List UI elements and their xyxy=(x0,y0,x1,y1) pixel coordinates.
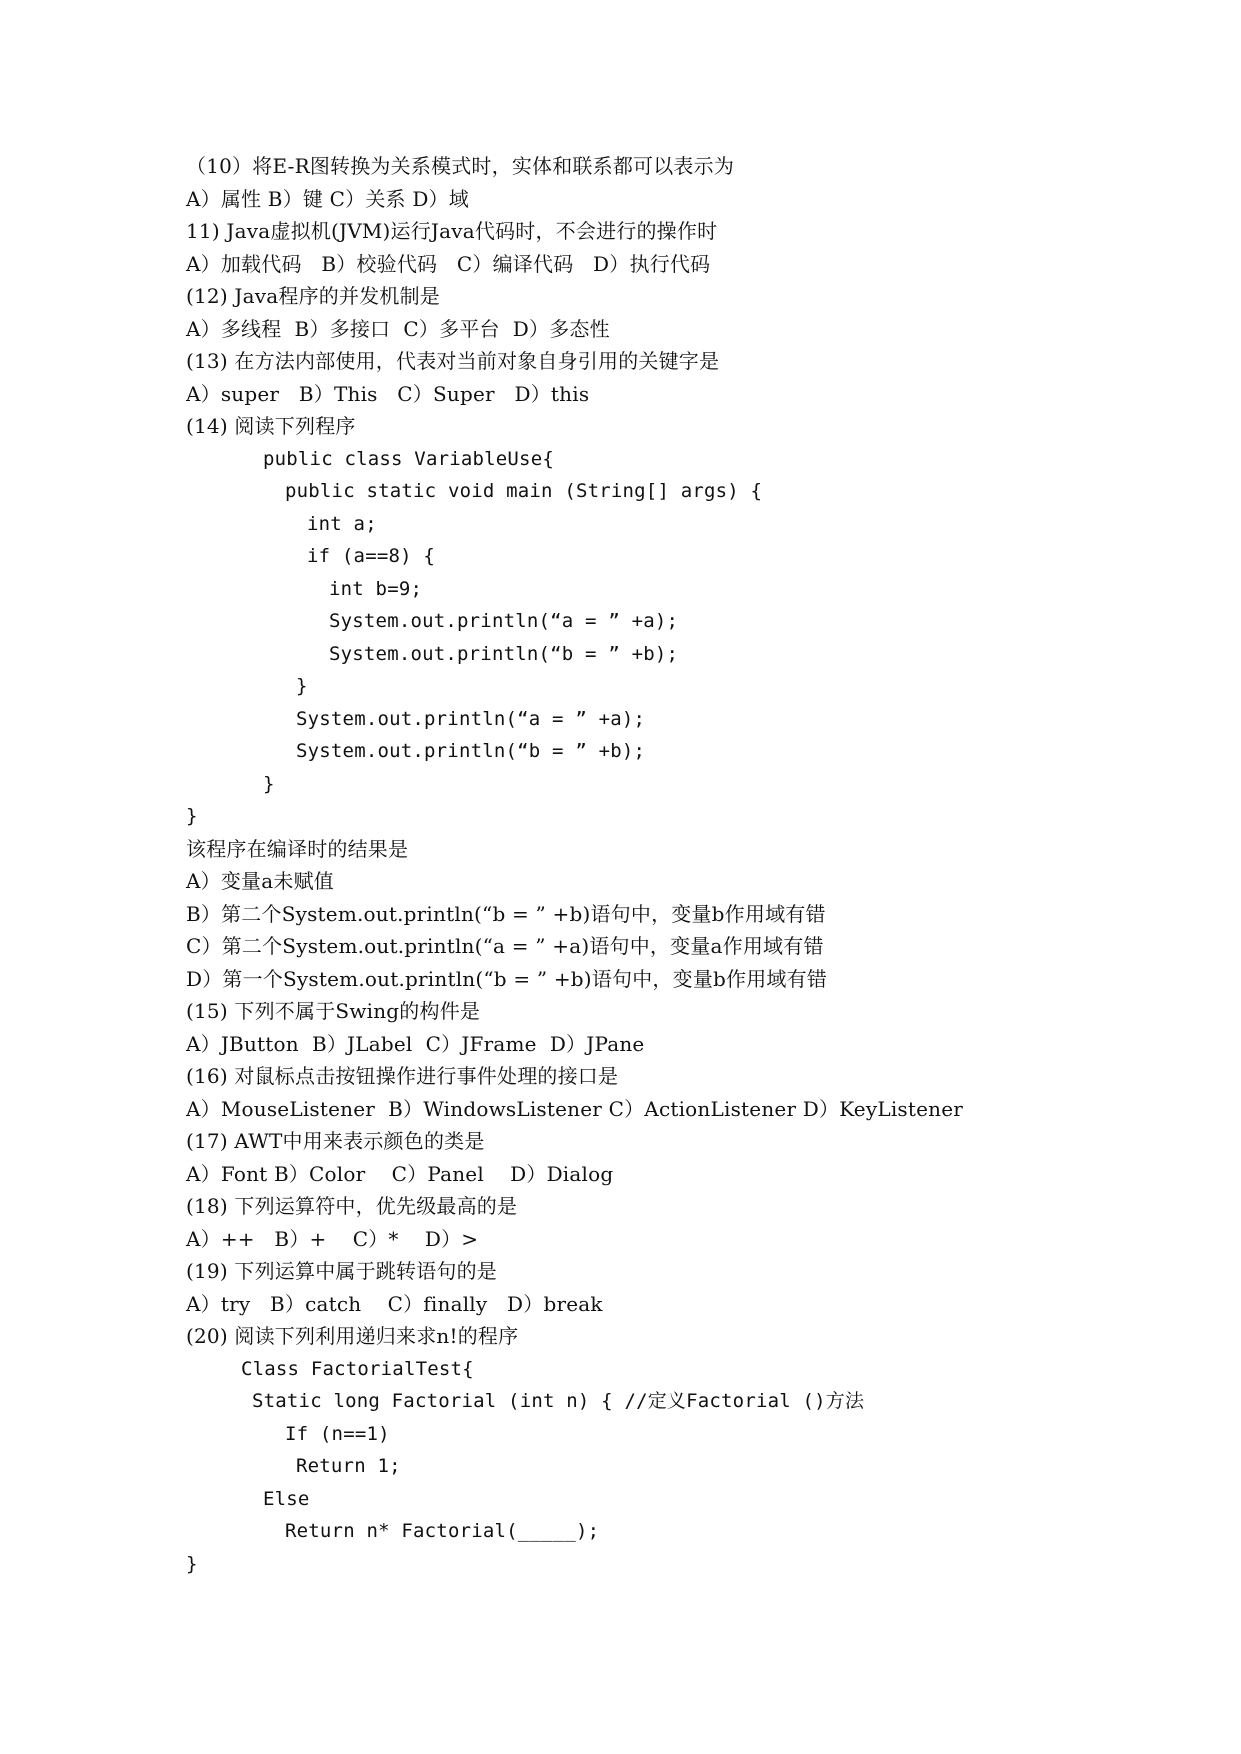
text-line: A）MouseListener B）WindowsListener C）ActionListener D）KeyListener xyxy=(186,1096,964,1121)
code-line: System.out.println(“b = ” +b); xyxy=(296,740,646,762)
text-line: B）第二个System.out.println(“b = ” +b)语句中，变量b作用域有错 xyxy=(186,901,826,926)
text-line: (20) 阅读下列利用递归来求n!的程序 xyxy=(186,1324,519,1348)
code-line: int b=9; xyxy=(329,577,423,600)
code-line: Else xyxy=(263,1487,310,1510)
text-line: (17) AWT中用来表示颜色的类是 xyxy=(186,1129,485,1153)
text-line: A）属性 B）键 C）关系 D）域 xyxy=(186,186,469,211)
text-line: A）super B）This C）Super D）this xyxy=(186,381,590,406)
code-line: System.out.println(“b = ” +b); xyxy=(329,642,679,665)
code-line: If (n==1) xyxy=(285,1422,390,1445)
text-line: A）++ B）+ C）* D）> xyxy=(186,1226,479,1251)
text-line: A）Font B）Color C）Panel D）Dialog xyxy=(186,1161,614,1186)
text-line: (13) 在方法内部使用，代表对当前对象自身引用的关键字是 xyxy=(186,349,720,373)
code-line: Class FactorialTest{ xyxy=(241,1357,474,1380)
text-line: (12) Java程序的并发机制是 xyxy=(186,284,440,308)
code-line: Return n* Factorial(_____); xyxy=(285,1520,600,1542)
text-line: (15) 下列不属于Swing的构件是 xyxy=(186,999,481,1023)
code-line: public static void main (String[] args) { xyxy=(285,480,763,502)
text-line: A）try B）catch C）finally D）break xyxy=(186,1291,603,1316)
text-line: A）变量a未赋值 xyxy=(186,869,334,893)
text-line: D）第一个System.out.println(“b = ” +b)语句中，变量b作用域有错 xyxy=(186,966,828,991)
text-line: （10）将E-R图转换为关系模式时，实体和联系都可以表示为 xyxy=(186,154,735,178)
text-line: A）加载代码 B）校验代码 C）编译代码 D）执行代码 xyxy=(186,251,711,276)
code-line: Static long Factorial (int n) { //定义Factorial ()方法 xyxy=(252,1390,865,1412)
code-line: } xyxy=(186,805,198,827)
text-line: A）JButton B）JLabel C）JFrame D）JPane xyxy=(186,1031,645,1056)
text-line: 该程序在编译时的结果是 xyxy=(186,836,409,861)
code-line: } xyxy=(296,675,308,697)
text-line: (19) 下列运算中属于跳转语句的是 xyxy=(186,1259,498,1283)
code-line: public class VariableUse{ xyxy=(263,447,554,470)
code-line: int a; xyxy=(307,512,377,535)
code-line: Return 1; xyxy=(296,1455,401,1477)
text-line: 11) Java虚拟机(JVM)运行Java代码时，不会进行的操作时 xyxy=(186,219,718,243)
code-line: System.out.println(“a = ” +a); xyxy=(329,610,679,632)
code-line: System.out.println(“a = ” +a); xyxy=(296,707,646,730)
code-line: if (a==8) { xyxy=(307,545,436,567)
text-line: (16) 对鼠标点击按钮操作进行事件处理的接口是 xyxy=(186,1064,619,1088)
text-line: (18) 下列运算符中，优先级最高的是 xyxy=(186,1194,518,1218)
text-line: A）多线程 B）多接口 C）多平台 D）多态性 xyxy=(186,316,610,341)
text-line: C）第二个System.out.println(“a = ” +a)语句中，变量a作用域有错 xyxy=(186,934,824,958)
code-line: } xyxy=(263,772,275,795)
code-line: } xyxy=(186,1552,198,1575)
text-line: (14) 阅读下列程序 xyxy=(186,414,356,438)
document-body xyxy=(186,150,1166,1580)
